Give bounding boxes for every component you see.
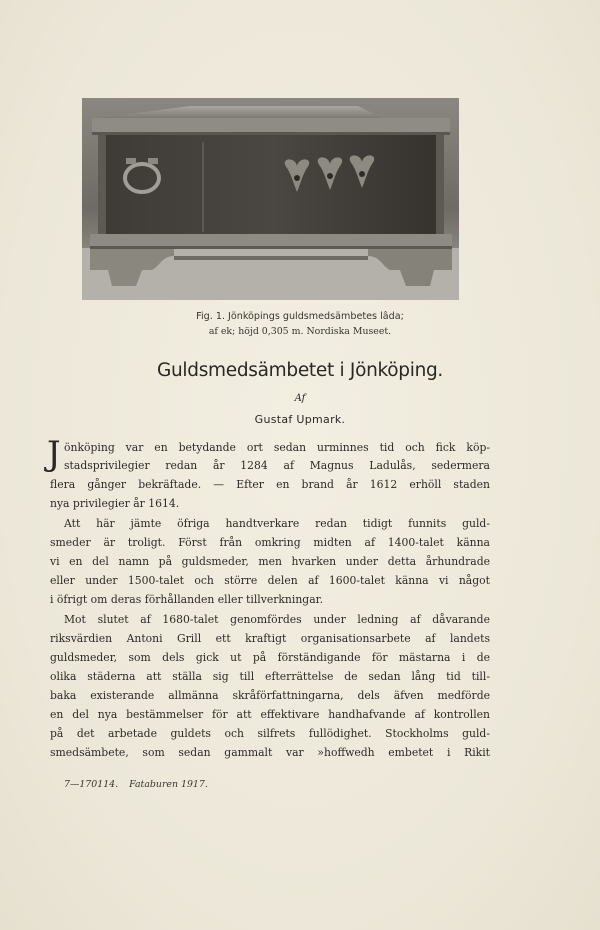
body-line: smeder är troligt. Först från omkring midten af 1400-talet känna — [50, 536, 490, 549]
body-line: flera gånger bekräftade. — Efter en brand år 1612 erhöll staden — [50, 478, 490, 491]
footer-journal: Fataburen 1917. — [129, 779, 208, 790]
body-line: olika städerna att ställa sig till efterrättelse de sedan lång tid till- — [50, 670, 490, 683]
body-line: en del nya bestämmelser för att effektivare handhafvande af kontrollen — [50, 708, 490, 721]
body-line: i öfrigt om deras förhållanden eller tillverkningar. — [50, 593, 324, 606]
body-line: Mot slutet af 1680-talet genomfördes under ledning af dåvarande — [64, 613, 490, 626]
body-line: vi en del namn på guldsmeder, men hvarken under detta århundrade — [50, 555, 490, 568]
chest-lid-band — [92, 118, 450, 134]
body-line: önköping var en betydande ort sedan urminnes tid och fick köp- — [64, 441, 490, 454]
chest-body — [98, 135, 444, 238]
body-line: Att här jämte öfriga handtverkare redan tidigt funnits guld- — [64, 517, 490, 530]
body-line: nya privilegier år 1614. — [50, 497, 180, 510]
body-line: stadsprivilegier redan år 1284 af Magnus Ladulås, sedermera — [64, 459, 490, 472]
body-line: på det arbetade guldets och silfrets fullödighet. Stockholms guld- — [50, 727, 490, 740]
body-line: smedsämbete, som sedan gammalt var »hoffwedh embetet i Rikit — [50, 746, 490, 759]
body-line: riksvärdien Antoni Grill ett kraftigt organisationsarbete af landets — [50, 632, 490, 645]
page-footer — [64, 779, 216, 790]
chest-photograph — [82, 98, 459, 300]
figure-caption-line2: af ek; höjd 0,305 m. Nordiska Museet. — [208, 326, 392, 337]
body-line: eller under 1500-talet och större delen af 1600-talet känna vi något — [50, 574, 490, 587]
figure-caption-line1: Fig. 1. Jönköpings guldsmedsämbetes lâda; — [196, 311, 404, 322]
drop-cap: J — [47, 434, 61, 474]
body-line: guldsmeder, som dels gick ut på förständigande för mästarna i de — [50, 651, 490, 664]
byline-prefix: Af — [294, 393, 306, 404]
chest-base — [90, 234, 452, 248]
article-title: Guldsmedsämbetet i Jönköping. — [156, 360, 444, 381]
body-line: baka existerande allmänna skråförfattningarna, dels äfven medförde — [50, 689, 490, 702]
article-author: Gustaf Upmark. — [254, 413, 346, 426]
footer-code: 7—170114. — [64, 779, 119, 790]
